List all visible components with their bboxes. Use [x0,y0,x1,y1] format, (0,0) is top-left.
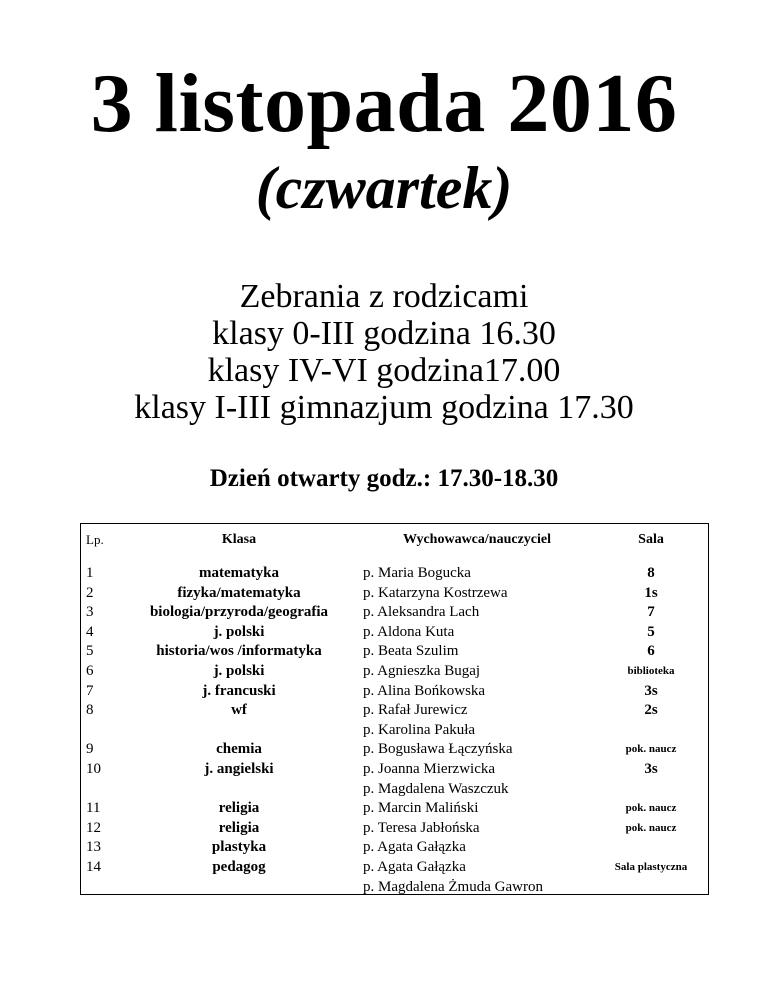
cell-sala: 8 [647,565,655,581]
cell-wychowawca: p. Magdalena Waszczuk [363,780,509,797]
cell-wychowawca: p. Beata Szulim [363,643,459,660]
cell-sala: 3s [644,682,658,699]
cell-wychowawca: p. Teresa Jabłońska [363,819,480,836]
cell-klasa: j. francuski [202,682,276,699]
cell-sala [594,878,708,898]
cell-wychowawca: p. Magdalena Żmuda Gawron [363,878,543,895]
cell-sala: 6 [647,643,655,660]
cell-klasa: historia/wos /informatyka [156,643,322,660]
cell-wychowawca: p. Katarzyna Kostrzewa [363,584,508,601]
cell-lp: 11 [86,800,101,817]
cell-wychowawca: p. Karolina Pakuła [363,721,476,738]
cell-wychowawca: p. Aleksandra Lach [363,604,480,621]
cell-lp: 1 [86,565,94,581]
lp-column [86,564,116,897]
cell-klasa: wf [231,702,247,719]
cell-lp [86,878,116,898]
cell-sala: pok. naucz [625,802,677,815]
cell-klasa: religia [218,819,260,836]
cell-sala: 5 [647,623,655,640]
cell-klasa [119,780,359,800]
header-sala: Sala [638,532,664,547]
cell-sala: 3s [644,760,658,777]
cell-wychowawca: p. Aldona Kuta [363,623,455,640]
cell-wychowawca: p. Rafał Jurewicz [363,702,468,719]
cell-wychowawca: p. Agnieszka Bugaj [363,662,481,679]
info-line: klasy I-III gimnazjum godzina 17.30 [134,389,634,426]
cell-sala [594,780,708,800]
cell-sala: 7 [647,604,655,621]
weekday-heading: (czwartek) [255,155,513,221]
cell-lp: 5 [86,643,94,660]
cell-sala: 2s [644,702,658,719]
klasa-column [119,564,359,897]
cell-klasa: j. polski [213,623,265,640]
cell-lp: 14 [86,858,101,875]
schedule-table [80,523,709,895]
info-line: Zebrania z rodzicami [239,278,529,315]
cell-klasa: pedagog [212,858,266,875]
cell-wychowawca: p. Marcin Maliński [363,800,479,817]
header-lp: Lp. [86,532,104,547]
cell-klasa: plastyka [211,839,267,856]
cell-klasa [119,721,359,741]
cell-sala [594,721,708,741]
info-line: klasy 0-III godzina 16.30 [212,315,556,352]
cell-klasa: religia [218,800,260,817]
cell-lp: 8 [86,702,94,719]
cell-lp [86,780,116,800]
cell-klasa: j. polski [213,662,265,679]
cell-wychowawca: p. Agata Gałązka [363,839,466,856]
cell-sala: 1s [644,584,658,601]
open-day-heading: Dzień otwarty godz.: 17.30-18.30 [209,465,559,492]
cell-lp: 4 [86,623,94,640]
cell-klasa: biologia/przyroda/geografia [149,604,329,621]
cell-lp: 7 [86,682,94,699]
cell-klasa: matematyka [199,565,279,581]
cell-klasa: j. angielski [204,760,274,777]
cell-lp: 3 [86,604,94,621]
cell-lp: 10 [86,760,101,777]
header-klasa: Klasa [221,532,257,547]
cell-sala: pok. naucz [625,743,677,756]
wychowawca-column [363,564,593,897]
cell-wychowawca: p. Alina Bońkowska [363,682,486,699]
cell-wychowawca: p. Joanna Mierzwicka [363,760,496,777]
cell-klasa: chemia [216,741,262,758]
cell-lp: 6 [86,662,94,679]
cell-klasa: fizyka/matematyka [177,584,301,601]
cell-lp: 13 [86,839,101,856]
cell-sala: biblioteka [627,664,675,677]
cell-sala: pok. naucz [625,821,677,834]
sala-column [594,564,708,897]
header-wychowawca: Wychowawca/nauczyciel [402,532,551,547]
cell-wychowawca: p. Maria Bogucka [363,565,471,581]
meeting-info [0,278,768,426]
cell-lp [86,721,116,741]
cell-sala: Sala plastyczna [614,860,688,873]
info-line: klasy IV-VI godzina17.00 [207,352,561,389]
cell-lp: 12 [86,819,101,836]
date-heading: 3 listopada 2016 [90,57,678,150]
cell-wychowawca: p. Bogusława Łączyńska [363,741,513,758]
cell-wychowawca: p. Agata Gałązka [363,858,466,875]
cell-lp: 9 [86,741,94,758]
cell-klasa [119,878,359,898]
cell-lp: 2 [86,584,94,601]
cell-sala [594,838,708,858]
